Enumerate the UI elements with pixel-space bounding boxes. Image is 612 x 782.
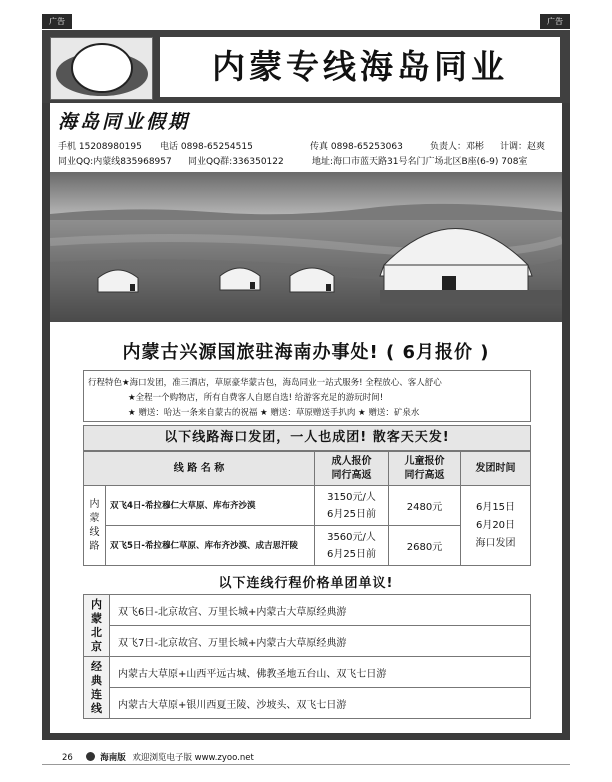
routes-table: [83, 451, 531, 566]
header-depart-time: 发团时间: [461, 452, 531, 486]
feature-line-2: ★全程一个购物店，所有自费客人自愿自选! 给游客充足的游玩时间!: [128, 393, 384, 403]
ad-label-right: 广告: [540, 14, 570, 29]
edition-label: 海南版: [100, 753, 126, 763]
feature-line-3: ★ 赠送：哈达一条来自蒙古的祝福 ★ 赠送：草原赠送手扒肉 ★ 赠送：矿泉水: [128, 408, 420, 418]
banner-title: 内蒙专线海岛同业: [160, 37, 560, 97]
edition-icon: [86, 752, 95, 761]
route-item: 内蒙古大草原+银川西夏王陵、沙坡头、双飞七日游: [110, 688, 531, 719]
qq-group-text: 同业QQ群:336350122: [188, 157, 284, 167]
grassland-photo: [50, 172, 562, 322]
footer-divider: [42, 764, 570, 765]
table-row: [84, 595, 531, 626]
header-child-price: 儿童报价 同行高返: [389, 452, 461, 486]
contact-row-2: [58, 154, 527, 167]
group-label-classic: 经典连线: [84, 657, 110, 719]
route-name: 双飞4日-希拉穆仁大草原、库布齐沙漠: [106, 486, 315, 526]
table-row: [84, 486, 531, 526]
promo-banner: 以下线路海口发团，一人也成团! 散客天天发!: [83, 425, 531, 451]
route-item: 双飞7日-北京故宫、万里长城+内蒙古大草原经典游: [110, 626, 531, 657]
fax-text: 传真 0898-65253063: [310, 142, 403, 152]
office-title: 内蒙古兴源国旅驻海南办事处! ( 6月报价 ): [122, 342, 490, 363]
footer-site-text: 欢迎浏览电子版 www.zyoo.net: [132, 753, 254, 763]
route-item: 内蒙古大草原+山西平远古城、佛教圣地五台山、双飞七日游: [110, 657, 531, 688]
group-label-beijing: 内蒙北京: [84, 595, 110, 657]
routes-header-row: [84, 452, 531, 486]
adult-price: 3560元/人 6月25日前: [315, 526, 389, 566]
child-price: 2680元: [389, 526, 461, 566]
header-adult-price: 成人报价 同行高返: [315, 452, 389, 486]
child-price: 2480元: [389, 486, 461, 526]
planner-text: 计调：赵爽: [500, 142, 546, 152]
single-group-title: 以下连线行程价格单团单议!: [218, 576, 394, 591]
table-row: [84, 657, 531, 688]
phone-text: 电话 0898-65254515: [160, 142, 253, 152]
table-row: [84, 626, 531, 657]
footer: [62, 751, 254, 763]
route-group-label: 内蒙线路: [84, 486, 106, 566]
address-text: 地址:海口市蓝天路31号名门广场北区B座(6-9) 708室: [312, 157, 528, 167]
manager-text: 负责人：邓彬: [430, 142, 485, 152]
logo: [50, 37, 153, 100]
mobile-text: 手机 15208980195: [58, 142, 142, 152]
feature-line-1: 行程特色★海口发团，准三酒店，草原豪华蒙古包，海岛同业一站式服务! 全程放心、客人舒心: [88, 378, 442, 388]
depart-dates: 6月15日 6月20日 海口发团: [461, 486, 531, 566]
adult-price: 3150元/人 6月25日前: [315, 486, 389, 526]
route-name: 双飞5日-希拉穆仁草原、库布齐沙漠、成吉思汗陵: [106, 526, 315, 566]
contact-row-1: [58, 139, 545, 152]
connection-routes-table: [83, 594, 531, 719]
route-item: 双飞6日-北京故宫、万里长城+内蒙古大草原经典游: [110, 595, 531, 626]
header-route-name: 线 路 名 称: [84, 452, 315, 486]
brand-title: 海岛同业假期: [58, 111, 191, 133]
features-box: [83, 370, 531, 422]
qq-text: 同业QQ:内蒙线835968957: [58, 157, 172, 167]
page-number: 26: [62, 753, 73, 763]
table-row: [84, 688, 531, 719]
ad-label-left: 广告: [42, 14, 72, 29]
